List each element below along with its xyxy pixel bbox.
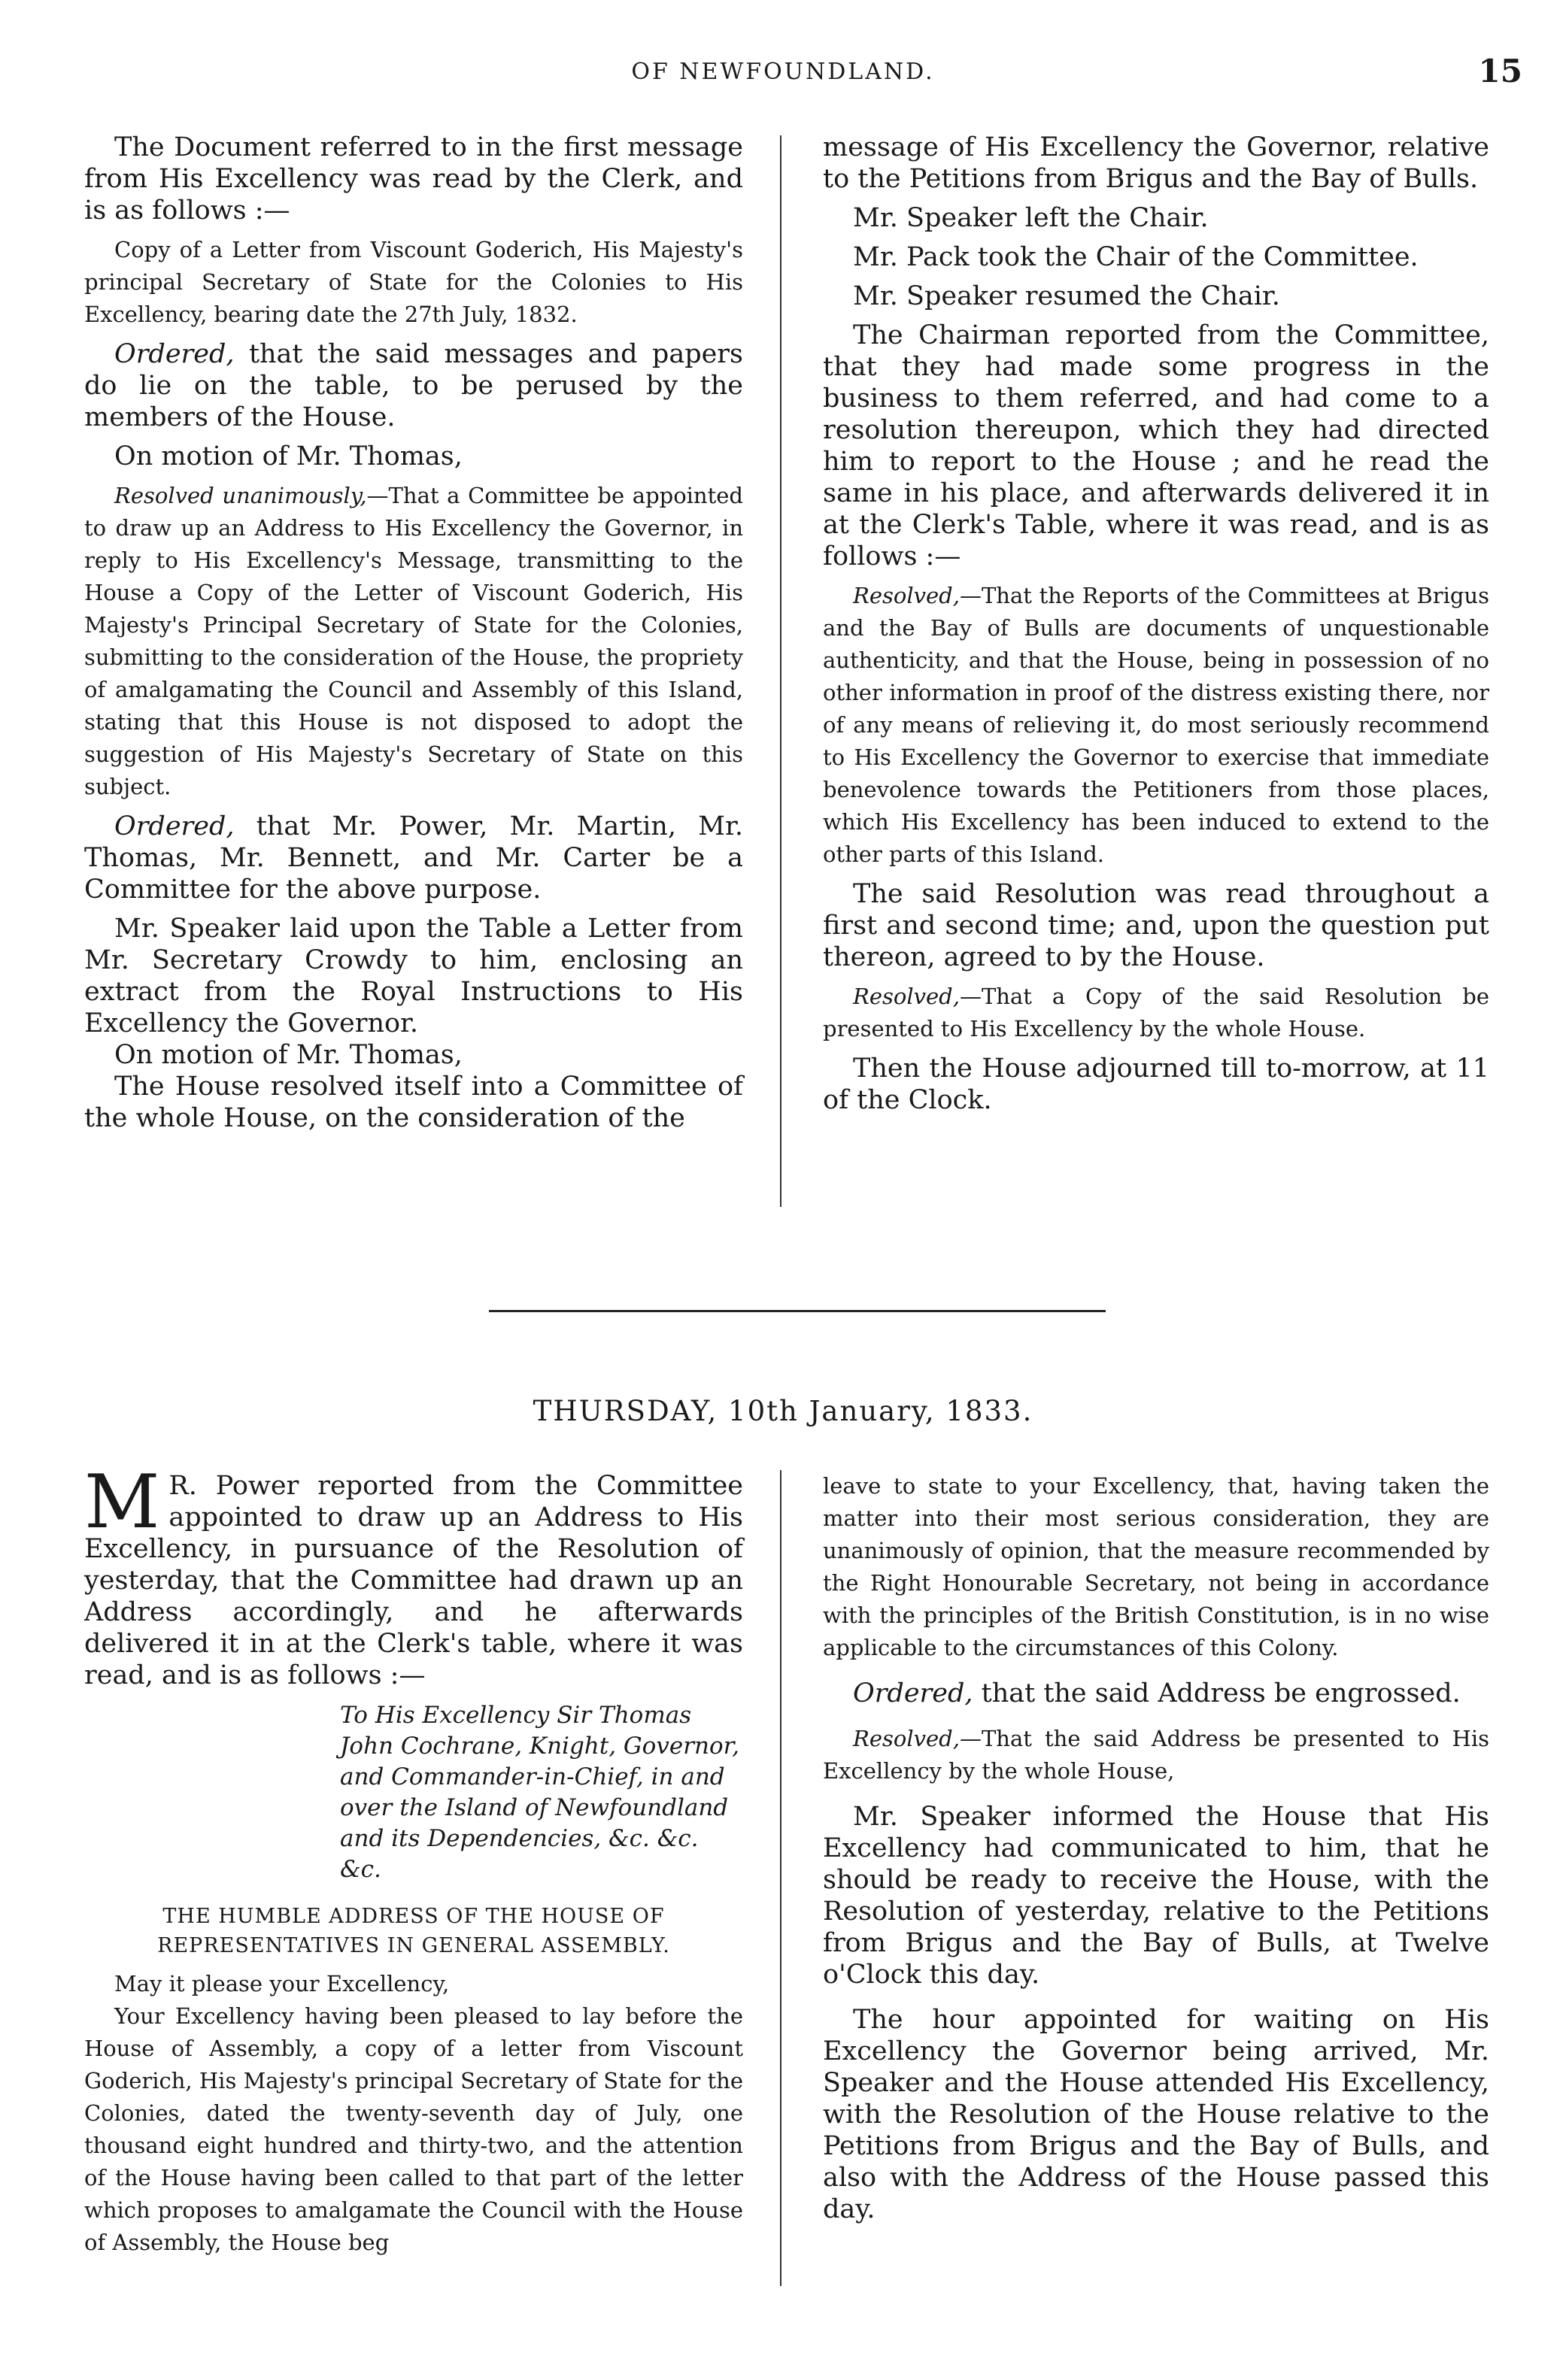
paragraph: The hour appointed for waiting on His Excellency the Governor being arrived, Mr. Speaker and the House attended His Excellency, with the Resolution of the House relative to the Petitions from Brigus and the Bay of Bulls, and also with the Address of the House passed this day. [823,2005,1489,2224]
ordered-lead: Ordered, [114,811,235,841]
paragraph: M R. Power reported from the Committee appointed to draw up an Address to His Excellency, in pursuance of the Resolution of yesterday, that the Committee had drawn up an Address accordingly, and he afterwards delivered it in at the Clerk's table, where it was read, and is as follows :— [84,1460,743,1690]
paragraph: Mr. Speaker resumed the Chair. [853,281,1280,311]
page-number: 15 [1478,53,1522,89]
paragraph: message of His Excellency the Governor, relative to the Petitions from Brigus and the Bay of Bulls. [823,132,1489,194]
column-divider [780,135,781,1207]
paragraph: Resolved unanimously,—That a Committee be appointed to draw up an Address to His Excellency the Governor, in reply to His Excellency's Message, transmitting to the House a Copy of the Letter of Viscount Goderich, His Majesty's Principal Secretary of State for the Colonies, submitting to the consideration of the House, the propriety of amalgamating the Council and Assembly of this Island, stating that this House is not disposed to adopt the suggestion of His Majesty's Secretary of State on this subject. [84,483,743,799]
running-title: OF NEWFOUNDLAND. [631,59,935,85]
paragraph: On motion of Mr. Thomas, [114,441,463,471]
paragraph: Resolved,—That a Copy of the said Resolution be presented to His Excellency by the whole House. [823,984,1489,1041]
column-divider [780,1470,781,2286]
paragraph: The Chairman reported from the Committee, that they had made some progress in the business to them referred, and had come to a resolution thereupon, which they had directed him to report to the House ; and he read the same in his place, and afterwards delivered it in at the Clerk's Table, where it was read, and is as follows :— [823,320,1489,572]
date-heading: THURSDAY, 10th January, 1833. [533,1395,1033,1427]
resolved-lead: Resolved, [853,1726,960,1751]
paragraph: May it please your Excellency, [114,1971,450,1996]
paragraph: Ordered, that Mr. Power, Mr. Martin, Mr. Thomas, Mr. Bennett, and Mr. Carter be a Committee for the above purpose. [84,811,743,905]
paragraph: The said Resolution was read throughout a first and second time; and, upon the question put thereon, agreed to by the House. [823,879,1489,972]
resolved-lead: Resolved, [853,583,960,608]
paragraph: Mr. Speaker informed the House that His Excellency had communicated to him, that he should be ready to receive the House, with the Resolution of yesterday, relative to the Petitions from Brigus and the Bay of Bulls, at Twelve o'Clock this day. [823,1802,1489,1990]
paragraph: Ordered, that the said messages and papers do lie on the table, to be perused by the members of the House. [84,339,743,432]
paragraph: Copy of a Letter from Viscount Goderich, His Majesty's principal Secretary of State for the Colonies to His Excellency, bearing date the 27th July, 1832. [84,237,743,327]
address-title: THE HUMBLE ADDRESS OF THE HOUSE OF REPRESENTATIVES IN GENERAL ASSEMBLY. [157,1905,670,1957]
ordered-lead: Ordered, [853,1678,973,1708]
top-left-column [84,132,743,1134]
address-salutation: To His Excellency Sir Thomas John Cochrane, Knight, Governor, and Commander-in-Chief, in and over the Island of Newfoundland and its Dependencies, &c. &c. &c. [340,1702,739,1883]
paragraph: The House resolved itself into a Committee of the whole House, on the consideration of the [84,1072,743,1133]
paragraph: The Document referred to in the first message from His Excellency was read by the Clerk, and is as follows :— [84,132,743,226]
paragraph: On motion of Mr. Thomas, [114,1040,463,1070]
resolved-lead: Resolved, [853,984,960,1009]
paragraph: leave to state to your Excellency, that, having taken the matter into their most serious consideration, they are unanimously of opinion, that the measure recommended by the Right Honourable Secretary, not being in accordance with the principles of the British Constitution, is in no wise applicable to the circumstances of this Colony. [823,1473,1489,1660]
paragraph: Ordered, that the said Address be engrossed. [853,1678,1461,1708]
paragraph: Mr. Speaker laid upon the Table a Letter from Mr. Secretary Crowdy to him, enclosing an extract from the Royal Instructions to His Excellency the Governor. [84,914,743,1038]
paragraph: Resolved,—That the Reports of the Committees at Brigus and the Bay of Bulls are documents of unquestionable authenticity, and that the House, being in possession of no other information in proof of the distress existing there, nor of any means of relieving it, do most seriously recommend to His Excellency the Governor to exercise that immediate benevolence towards the Petitioners from those places, which His Excellency has been induced to extend to the other parts of this Island. [823,583,1489,867]
paragraph: Mr. Speaker left the Chair. [853,203,1209,233]
bottom-left-column [84,1460,743,2259]
paragraph: Resolved,—That the said Address be presented to His Excellency by the whole House, [823,1726,1489,1784]
paragraph: Then the House adjourned till to-morrow, at 11 of the Clock. [823,1054,1489,1115]
running-head [0,53,1566,104]
drop-cap: M [84,1460,160,1545]
ordered-lead: Ordered, [114,339,235,369]
top-right-column [823,132,1489,1116]
resolved-lead: Resolved unanimously, [114,483,367,508]
section-rule [489,1310,1106,1312]
bottom-right-column [823,1470,1489,2225]
paragraph: Mr. Pack took the Chair of the Committee. [853,242,1419,272]
paragraph: Your Excellency having been pleased to lay before the House of Assembly, a copy of a letter from Viscount Goderich, His Majesty's principal Secretary of State for the Colonies, dated the twenty-seventh day of July, one thousand eight hundred and thirty-two, and the attention of the House having been called to that part of the letter which proposes to amalgamate the Council with the House of Assembly, the House beg [84,2003,743,2255]
